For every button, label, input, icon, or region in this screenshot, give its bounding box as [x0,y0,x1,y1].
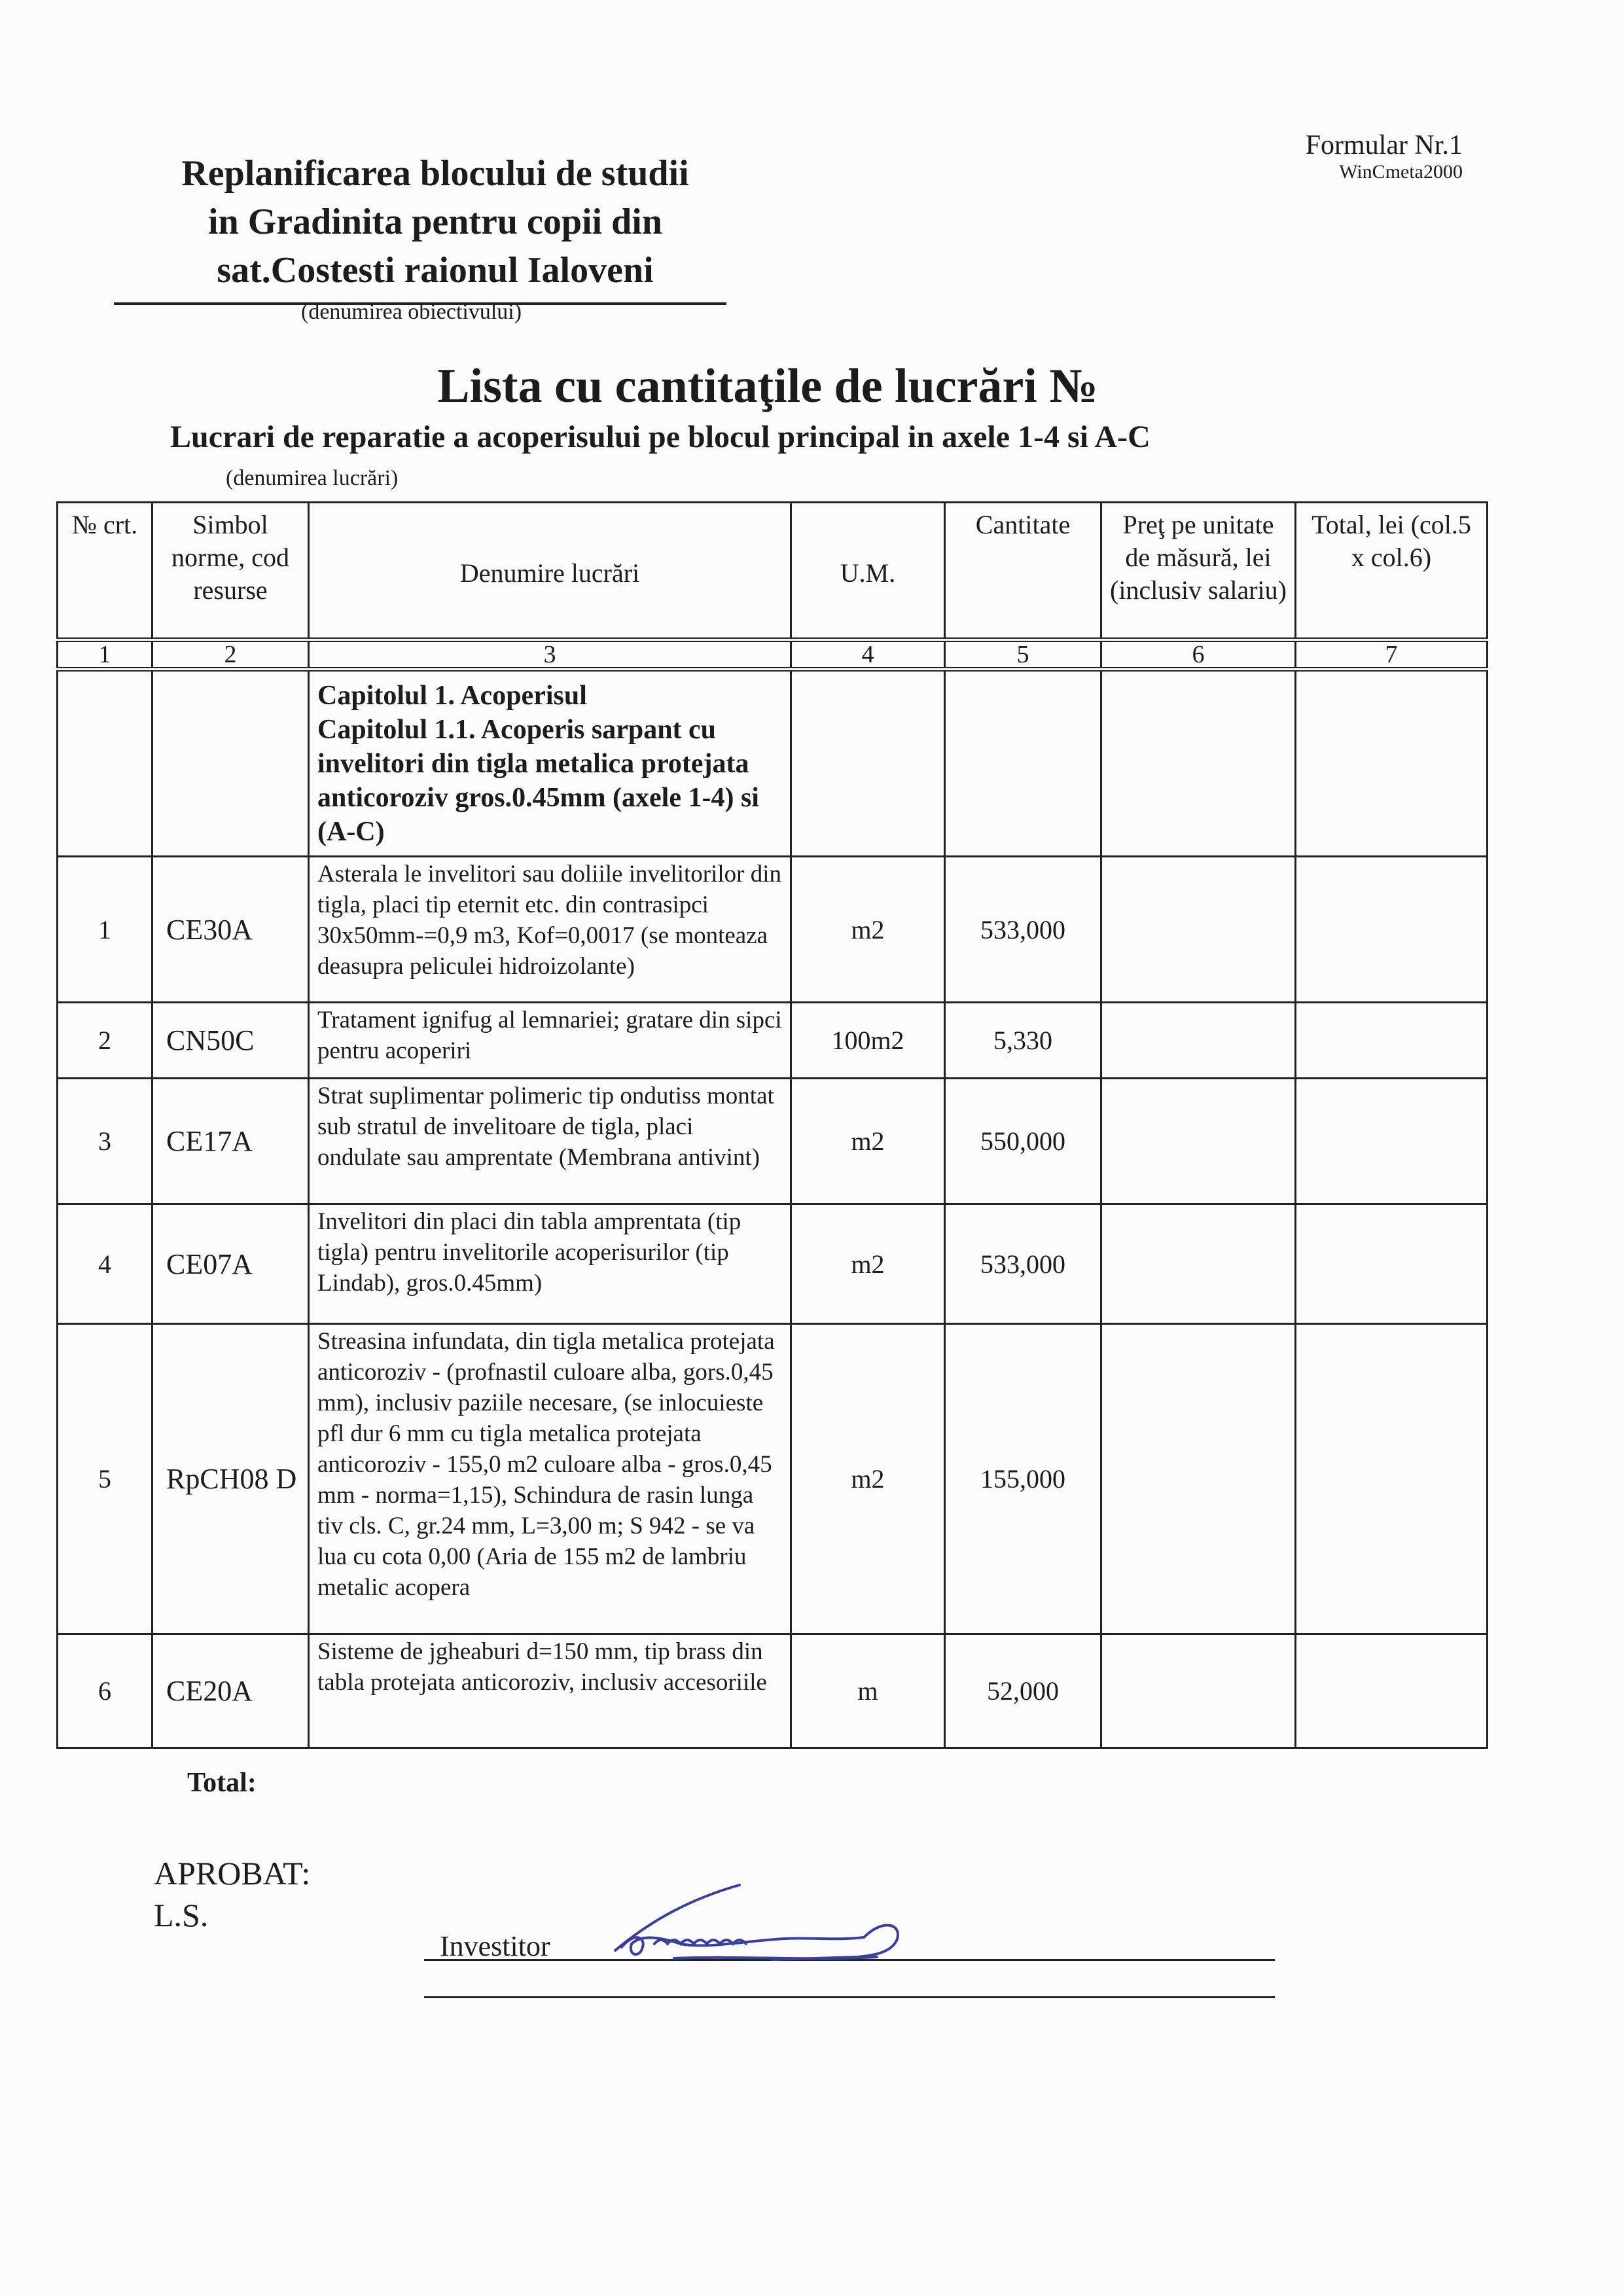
unit: m2 [791,857,945,1003]
norm-code: CE17A [152,1079,309,1204]
unit: m2 [791,1324,945,1634]
row-number: 1 [58,857,152,1003]
col-number: 1 [58,640,152,670]
page-title: Lista cu cantitaţile de lucrări № [437,359,1098,413]
works-table [56,501,1488,1749]
chapter-title: Capitolul 1. Acoperisul [317,680,587,711]
header-total: Total, lei (col.5 x col.6) [1296,503,1488,640]
work-description: Sisteme de jgheaburi d=150 mm, tip brass din tabla protejata anticoroziv, inclusiv accesoriile [309,1634,791,1748]
col-number: 4 [791,640,945,670]
table-row [58,1204,1488,1324]
work-description: Invelitori din placi din tabla amprentata (tip tigla) pentru invelitorile acoperisurilor (tip Lindab), gros.0.45mm) [309,1204,791,1324]
unit: m [791,1634,945,1748]
software-label: WinCmeta2000 [1339,161,1463,183]
approval-block [154,1852,310,1936]
col-number: 2 [152,640,309,670]
norm-code: CE07A [152,1204,309,1324]
unit-price [1101,1003,1296,1079]
row-total [1296,1324,1488,1634]
header-code: Simbol norme, cod resurse [152,503,309,640]
row-total [1296,857,1488,1003]
column-number-row [58,640,1488,670]
work-description: Streasina infundata, din tigla metalica protejata anticoroziv - (profnastil culoare alba, gors.0,45 mm), inclusiv paziile necesare, (se inlocuieste pfl dur 6 mm cu tigla metalica protejata anticoroziv - 155,0 m2 culoare alba - gros.0,45 mm - norma=1,15), Schindura de rasin lunga tiv cls. C, gr.24 mm, L=3,00 m; S 942 - se va lua cu cota 0,00 (Aria de 155 m2 de lambriu metalic acopera [309,1324,791,1634]
header-row [58,503,1488,640]
row-number: 6 [58,1634,152,1748]
unit-price [1101,1634,1296,1748]
quantity: 533,000 [945,1204,1101,1324]
work-description: Strat suplimentar polimeric tip ondutiss montat sub stratul de invelitoare de tigla, placi ondulate sau amprentate (Membrana antivint) [309,1079,791,1204]
norm-code: CN50C [152,1003,309,1079]
object-line: sat.Costesti raionul Ialoveni [217,250,654,291]
col-number: 7 [1296,640,1488,670]
row-number: 4 [58,1204,152,1324]
unit: 100m2 [791,1003,945,1079]
row-total [1296,1634,1488,1748]
col-number: 6 [1101,640,1296,670]
work-description: Asterala le invelitori sau doliile invelitorilor din tigla, placi tip eternit etc. din contrasipci 30x50mm-=0,9 m3, Kof=0,0017 (se monteaza deasupra peliculei hidroizolante) [309,857,791,1003]
row-number: 5 [58,1324,152,1634]
object-caption: (denumirea obiectivului) [301,300,522,324]
subchapter-title: Capitolul 1.1. Acoperis sarpant cu invelitori din tigla metalica protejata anticoroziv gros.0.45mm (axele 1-4) si (A-C) [317,714,759,847]
row-total [1296,1003,1488,1079]
quantity: 5,330 [945,1003,1101,1079]
norm-code: RpCH08 D [152,1324,309,1634]
norm-code: CE30A [152,857,309,1003]
row-number: 3 [58,1079,152,1204]
row-total [1296,1079,1488,1204]
table-row [58,1634,1488,1748]
object-name [131,149,740,295]
norm-code: CE20A [152,1634,309,1748]
table-row [58,1079,1488,1204]
work-name: Lucrari de reparatie a acoperisului pe blocul principal in axele 1-4 si A-C [170,420,1150,454]
object-line: in Gradinita pentru copii din [208,202,662,242]
table-row [58,857,1488,1003]
table-row [58,1324,1488,1634]
unit-price [1101,1204,1296,1324]
table-row [58,1003,1488,1079]
signature [576,1878,916,1970]
approved-label: APROBAT: [154,1855,311,1892]
row-number: 2 [58,1003,152,1079]
row-total [1296,1204,1488,1324]
quantity: 155,000 [945,1324,1101,1634]
col-number: 5 [945,640,1101,670]
quantity: 533,000 [945,857,1101,1003]
work-caption: (denumirea lucrări) [226,466,399,490]
object-line: Replanificarea blocului de studii [181,153,689,194]
header-unit: U.M. [791,503,945,640]
work-description: Tratament ignifug al lemnariei; gratare din sipci pentru acoperiri [309,1003,791,1079]
col-number: 3 [309,640,791,670]
header-unit-price: Preţ pe unitate de măsură, lei (inclusiv salariu) [1101,503,1296,640]
quantity: 52,000 [945,1634,1101,1748]
ls-label: L.S. [154,1897,209,1933]
unit: m2 [791,1079,945,1204]
header-nr: № crt. [58,503,152,640]
investor-label: Investitor [440,1930,550,1962]
unit-price [1101,1079,1296,1204]
form-label: Formular Nr.1 [1305,130,1463,160]
unit-price [1101,1324,1296,1634]
signature-line [424,1996,1275,1998]
unit-price [1101,857,1296,1003]
header-description: Denumire lucrări [309,503,791,640]
chapter-heading [309,670,791,857]
total-label: Total: [187,1768,257,1798]
unit: m2 [791,1204,945,1324]
form-number [1306,130,1463,184]
quantity: 550,000 [945,1079,1101,1204]
chapter-row [58,670,1488,857]
header-quantity: Cantitate [945,503,1101,640]
